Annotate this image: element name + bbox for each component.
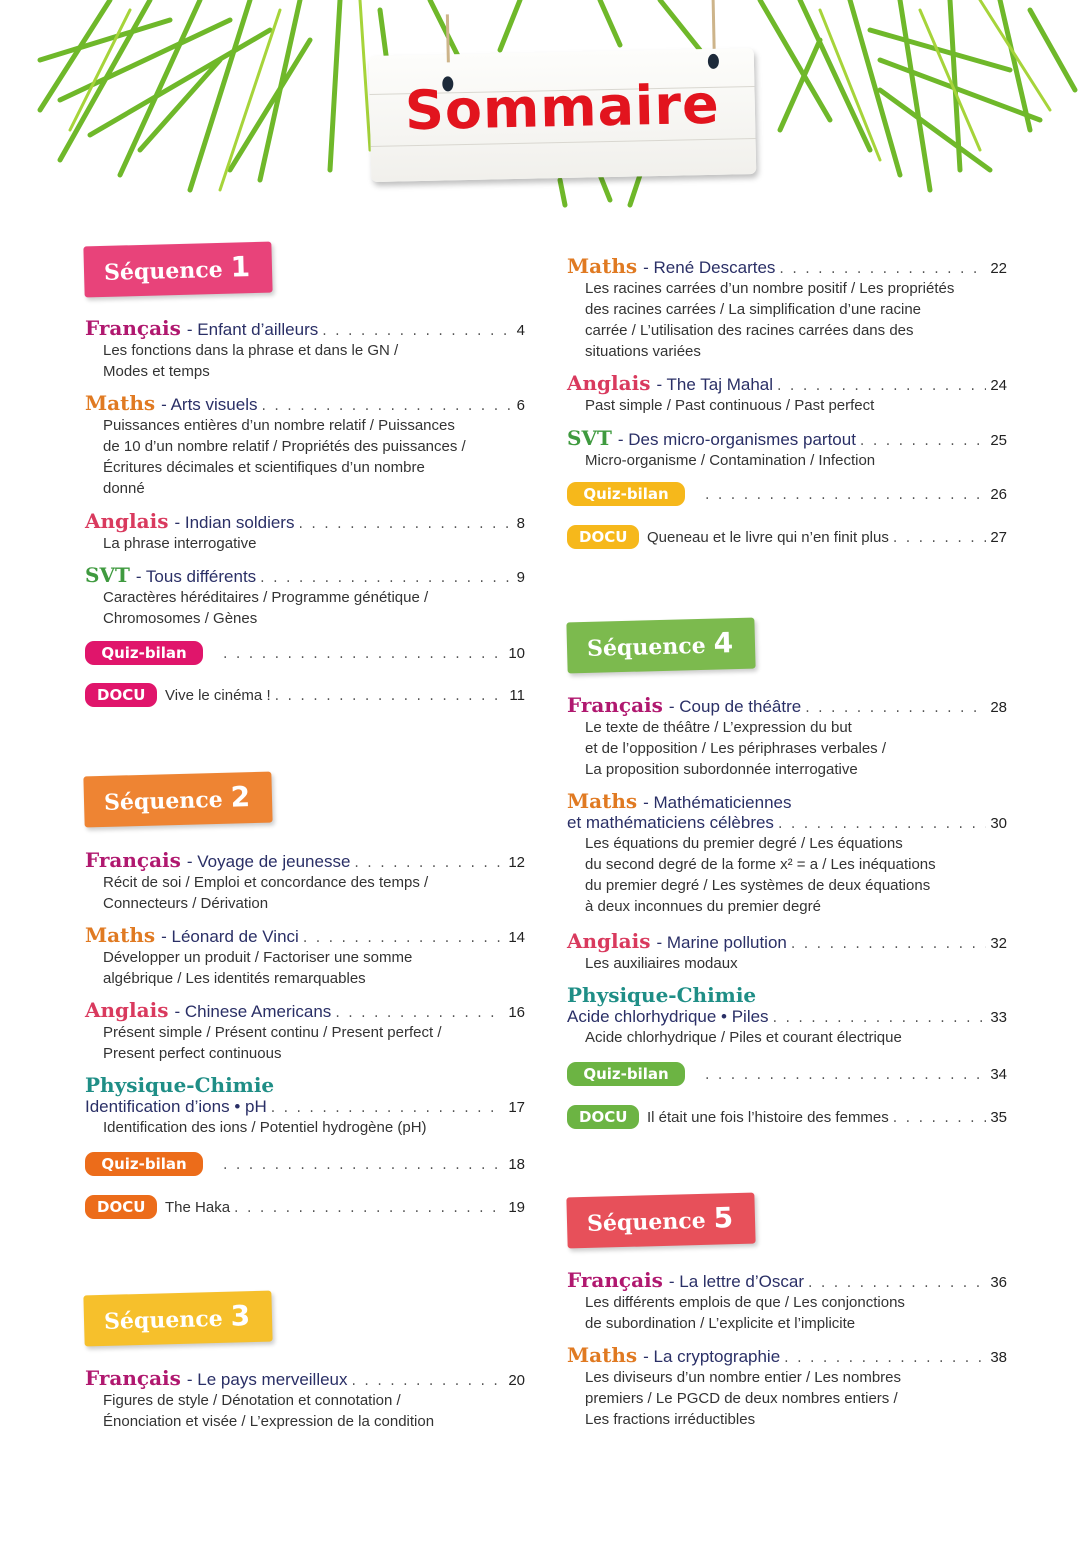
docu-title: The Haka xyxy=(165,1199,231,1216)
toc-entry[interactable] xyxy=(567,1343,1007,1430)
entry-title: - Indian soldiers xyxy=(174,513,295,532)
entry-desc: et de l’opposition / Les périphrases verbales / xyxy=(585,740,887,757)
page-title: Sommaire xyxy=(404,72,721,143)
quiz-bilan-entry[interactable] xyxy=(567,1062,1007,1086)
toc-entry[interactable] xyxy=(85,391,525,499)
leader-dots xyxy=(322,323,512,339)
leader-dots xyxy=(705,487,986,503)
toc-entry[interactable] xyxy=(85,848,525,914)
subject-francais: Français xyxy=(567,1268,663,1292)
subject-francais: Français xyxy=(85,848,181,872)
toc-entry[interactable] xyxy=(85,1366,525,1432)
entry-desc: du second degré de la forme x² = a / Les inéquations xyxy=(585,856,936,873)
toc-entry[interactable] xyxy=(85,1073,525,1138)
entry-title: - René Descartes xyxy=(643,258,776,277)
entry-title: - Voyage de jeunesse xyxy=(186,852,351,871)
toc-entry[interactable] xyxy=(567,254,1007,362)
leader-dots xyxy=(778,816,986,832)
toc-entry[interactable] xyxy=(567,426,1007,471)
subject-maths: Maths xyxy=(567,254,638,278)
entry-desc: premiers / Le PGCD de deux nombres entiers / xyxy=(585,1390,898,1407)
page-number: 6 xyxy=(516,397,525,414)
entry-title: - Arts visuels xyxy=(161,395,258,414)
entry-desc: Caractères héréditaires / Programme génétique / xyxy=(103,589,429,606)
entry-title: - Le pays merveilleux xyxy=(186,1370,348,1389)
page-number: 25 xyxy=(990,432,1007,449)
entry-desc: Les racines carrées d’un nombre positif / Les propriétés xyxy=(585,280,955,297)
subject-svt: SVT xyxy=(85,563,130,587)
page-number: 4 xyxy=(516,322,525,339)
docu-pill: DOCU xyxy=(567,525,639,549)
leader-dots xyxy=(303,930,505,946)
leader-dots xyxy=(805,700,986,716)
leader-dots xyxy=(354,855,504,871)
entry-desc: donné xyxy=(103,480,145,497)
sequence-label: Séquence xyxy=(586,1207,707,1237)
page-number: 35 xyxy=(990,1109,1007,1126)
docu-entry[interactable] xyxy=(567,1105,1007,1129)
leader-dots xyxy=(773,1010,987,1026)
toc-entry[interactable] xyxy=(567,371,1007,416)
toc-entry[interactable] xyxy=(85,509,525,554)
leader-dots xyxy=(779,261,986,277)
sign-hole xyxy=(708,54,719,69)
toc-entry[interactable] xyxy=(85,316,525,382)
page-number: 33 xyxy=(990,1009,1007,1026)
toc-entry[interactable] xyxy=(85,923,525,989)
sequence-number: 1 xyxy=(230,250,251,284)
toc-entry[interactable] xyxy=(567,1268,1007,1334)
entry-desc: Les diviseurs d’un nombre entier / Les nombres xyxy=(585,1369,901,1386)
entry-desc: algébrique / Les identités remarquables xyxy=(103,970,366,987)
page-number: 12 xyxy=(508,854,525,871)
entry-title: Identification d’ions • pH xyxy=(85,1097,267,1116)
leader-dots xyxy=(352,1373,505,1389)
docu-pill: DOCU xyxy=(85,1195,157,1219)
docu-entry[interactable] xyxy=(85,683,525,707)
page-number: 18 xyxy=(508,1156,525,1173)
quiz-bilan-entry[interactable] xyxy=(567,482,1007,506)
docu-title: Vive le cinéma ! xyxy=(165,687,271,704)
entry-desc: Figures de style / Dénotation et connotation / xyxy=(103,1392,401,1409)
page-number: 17 xyxy=(508,1099,525,1116)
subject-anglais: Anglais xyxy=(567,929,651,953)
leader-dots xyxy=(791,936,986,952)
quiz-bilan-pill: Quiz-bilan xyxy=(85,641,203,665)
entry-desc: situations variées xyxy=(585,343,701,360)
sequence-1-badge xyxy=(83,242,272,298)
entry-desc: Les fractions irréductibles xyxy=(585,1411,756,1428)
quiz-bilan-pill: Quiz-bilan xyxy=(85,1152,203,1176)
entry-title: - Chinese Americans xyxy=(174,1002,332,1021)
leader-dots xyxy=(893,1110,987,1126)
page-number: 19 xyxy=(508,1199,525,1216)
entry-desc: de 10 d’un nombre relatif / Propriétés des puissances / xyxy=(103,438,466,455)
entry-desc: Les équations du premier degré / Les équations xyxy=(585,835,903,852)
sequence-2-badge xyxy=(83,772,272,828)
entry-title: - Mathématiciennes xyxy=(643,793,792,812)
entry-desc: Les fonctions dans la phrase et dans le GN / xyxy=(103,342,399,359)
quiz-bilan-pill: Quiz-bilan xyxy=(567,482,685,506)
entry-title: - La cryptographie xyxy=(643,1347,781,1366)
entry-desc: Puissances entières d’un nombre relatif / Puissances xyxy=(103,417,455,434)
page-number: 36 xyxy=(990,1274,1007,1291)
toc-entry[interactable] xyxy=(567,693,1007,780)
page-number: 34 xyxy=(990,1066,1007,1083)
page-number: 11 xyxy=(509,687,525,704)
docu-pill: DOCU xyxy=(567,1105,639,1129)
subject-physique-chimie: Physique-Chimie xyxy=(567,983,757,1007)
entry-desc: Écritures décimales et scientifiques d’un nombre xyxy=(103,459,425,476)
page-number: 28 xyxy=(990,699,1007,716)
entry-desc: Énonciation et visée / L’expression de la condition xyxy=(103,1413,435,1430)
entry-title-line2: et mathématiciens célèbres xyxy=(567,813,774,832)
page-number: 9 xyxy=(516,569,525,586)
toc-entry[interactable] xyxy=(85,998,525,1064)
sommaire-sign xyxy=(369,48,757,182)
page-number: 22 xyxy=(990,260,1007,277)
sequence-number: 3 xyxy=(230,1299,251,1333)
quiz-bilan-entry[interactable] xyxy=(85,641,525,665)
subject-francais: Français xyxy=(567,693,663,717)
subject-francais: Français xyxy=(85,1366,181,1390)
leader-dots xyxy=(275,688,506,704)
sequence-number: 5 xyxy=(713,1201,734,1235)
page-number: 14 xyxy=(508,929,525,946)
leader-dots xyxy=(860,433,986,449)
entry-desc: de subordination / L’explicite et l’implicite xyxy=(585,1315,856,1332)
toc-entry[interactable] xyxy=(85,563,525,629)
page-number: 38 xyxy=(990,1349,1007,1366)
entry-desc: Acide chlorhydrique / Piles et courant électrique xyxy=(585,1029,902,1046)
subject-svt: SVT xyxy=(567,426,612,450)
page-number: 27 xyxy=(990,529,1007,546)
leader-dots xyxy=(262,398,513,414)
entry-desc: Past simple / Past continuous / Past perfect xyxy=(585,397,875,414)
docu-title: Queneau et le livre qui n’en finit plus xyxy=(647,529,889,546)
leader-dots xyxy=(260,570,512,586)
sequence-5-badge xyxy=(566,1193,755,1249)
entry-desc: Les différents emplois de que / Les conjonctions xyxy=(585,1294,905,1311)
page-number: 16 xyxy=(508,1004,525,1021)
entry-title: - La lettre d’Oscar xyxy=(668,1272,804,1291)
entry-desc: Le texte de théâtre / L’expression du but xyxy=(585,719,852,736)
leader-dots xyxy=(335,1005,504,1021)
subject-anglais: Anglais xyxy=(85,998,169,1022)
toc-entry[interactable] xyxy=(567,789,1007,917)
docu-entry[interactable] xyxy=(567,525,1007,549)
entry-title: - Marine pollution xyxy=(656,933,787,952)
leader-dots xyxy=(893,530,986,546)
entry-desc: La phrase interrogative xyxy=(103,535,257,552)
entry-desc: Présent simple / Présent continu / Present perfect / xyxy=(103,1024,442,1041)
subject-anglais: Anglais xyxy=(85,509,169,533)
header xyxy=(0,0,1078,215)
docu-title: Il était une fois l’histoire des femmes xyxy=(647,1109,889,1126)
leader-dots xyxy=(808,1275,986,1291)
leader-dots xyxy=(298,516,512,532)
entry-desc: La proposition subordonnée interrogative xyxy=(585,761,858,778)
entry-desc: Chromosomes / Gènes xyxy=(103,610,258,627)
entry-desc: Les auxiliaires modaux xyxy=(585,955,738,972)
subject-anglais: Anglais xyxy=(567,371,651,395)
entry-title: Acide chlorhydrique • Piles xyxy=(567,1007,769,1026)
toc-entry[interactable] xyxy=(567,983,1007,1048)
entry-desc: Micro-organisme / Contamination / Infection xyxy=(585,452,876,469)
toc-entry[interactable] xyxy=(567,929,1007,974)
page-number: 20 xyxy=(508,1372,525,1389)
sequence-label: Séquence xyxy=(103,786,224,816)
sequence-number: 2 xyxy=(230,780,251,814)
leader-dots xyxy=(784,1350,986,1366)
entry-title: - Enfant d’ailleurs xyxy=(186,320,319,339)
entry-title: - Coup de théâtre xyxy=(668,697,802,716)
page-number: 10 xyxy=(508,645,525,662)
leader-dots xyxy=(777,378,986,394)
subject-francais: Français xyxy=(85,316,181,340)
entry-desc: Modes et temps xyxy=(103,363,210,380)
leader-dots xyxy=(223,646,504,662)
subject-maths: Maths xyxy=(567,1343,638,1367)
entry-desc: Récit de soi / Emploi et concordance des temps / xyxy=(103,874,429,891)
entry-desc: du premier degré / Les systèmes de deux équations xyxy=(585,877,931,894)
subject-maths: Maths xyxy=(567,789,638,813)
entry-title: - Des micro-organismes partout xyxy=(617,430,856,449)
leader-dots xyxy=(271,1100,505,1116)
page-number: 26 xyxy=(990,486,1007,503)
subject-maths: Maths xyxy=(85,391,156,415)
subject-physique-chimie: Physique-Chimie xyxy=(85,1073,275,1097)
page-number: 8 xyxy=(516,515,525,532)
leader-dots xyxy=(223,1157,504,1173)
docu-entry[interactable] xyxy=(85,1195,525,1219)
sequence-label: Séquence xyxy=(586,632,707,662)
entry-desc: à deux inconnues du premier degré xyxy=(585,898,821,915)
entry-title: - The Taj Mahal xyxy=(656,375,774,394)
page-number: 24 xyxy=(990,377,1007,394)
docu-pill: DOCU xyxy=(85,683,157,707)
entry-desc: Identification des ions / Potentiel hydrogène (pH) xyxy=(103,1119,427,1136)
entry-desc: Connecteurs / Dérivation xyxy=(103,895,269,912)
sequence-label: Séquence xyxy=(103,256,224,286)
leader-dots xyxy=(234,1200,504,1216)
entry-desc: des racines carrées / La simplification d’une racine xyxy=(585,301,921,318)
quiz-bilan-pill: Quiz-bilan xyxy=(567,1062,685,1086)
sequence-4-badge xyxy=(566,618,755,674)
leader-dots xyxy=(705,1067,986,1083)
sequence-number: 4 xyxy=(713,626,734,660)
entry-desc: carrée / L’utilisation des racines carrées dans des xyxy=(585,322,914,339)
subject-maths: Maths xyxy=(85,923,156,947)
page-number: 30 xyxy=(990,815,1007,832)
entry-title: - Tous différents xyxy=(135,567,257,586)
entry-desc: Développer un produit / Factoriser une somme xyxy=(103,949,413,966)
sequence-3-badge xyxy=(83,1291,272,1347)
entry-desc: Present perfect continuous xyxy=(103,1045,282,1062)
sequence-label: Séquence xyxy=(103,1305,224,1335)
page-number: 32 xyxy=(990,935,1007,952)
entry-title: - Léonard de Vinci xyxy=(161,927,299,946)
quiz-bilan-entry[interactable] xyxy=(85,1152,525,1176)
